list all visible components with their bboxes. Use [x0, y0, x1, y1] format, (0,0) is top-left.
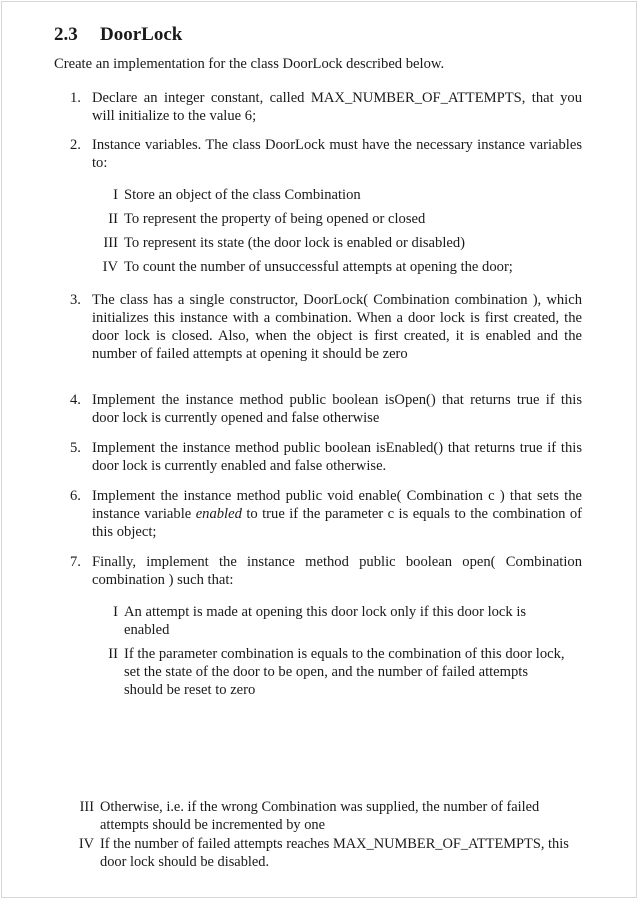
sub-item-text: An attempt is made at opening this door lock only if this door lock is enabled: [124, 604, 527, 638]
item-text: Implement the instance method public boolean isEnabled() that returns true if this door lock is currently enabled and false otherwise.: [92, 440, 582, 474]
item-text: The class has a single constructor, DoorLock( Combination combination ), which initializes this instance with a combination. When a door lock is first created, the door lock is closed. Also, when the object is first created, it is enabled and the number of failed attempts at opening it should be zero: [92, 292, 582, 362]
item-text: Instance variables. The class DoorLock must have the necessary instance variables to:: [92, 137, 582, 171]
roman-numeral: IV: [78, 836, 94, 852]
item-text: Finally, implement the instance method public boolean open( Combination combination ) such that:: [92, 554, 582, 588]
section-heading: [54, 24, 182, 46]
sub-item: [72, 798, 542, 834]
sub-item: [96, 258, 513, 276]
sub-item: [96, 210, 425, 228]
section-number: 2.3: [54, 24, 78, 45]
list-item: [70, 89, 582, 125]
roman-numeral: I: [113, 604, 118, 620]
list-item: [70, 553, 582, 589]
roman-numeral: III: [103, 235, 118, 251]
item-text: Implement the instance method public void enable( Combination c ) that sets the instance variable enabled to true if the parameter c is equals to the combination of this object;: [92, 488, 583, 540]
roman-numeral: II: [108, 646, 118, 662]
item-number: 5.: [70, 440, 81, 456]
item-number: 3.: [70, 292, 81, 308]
roman-numeral: I: [113, 187, 118, 203]
sub-item-text: Otherwise, i.e. if the wrong Combination was supplied, the number of failed attempts should be incremented by one: [100, 799, 540, 833]
emphasized-term: enabled: [195, 506, 242, 522]
item-number: 4.: [70, 392, 81, 408]
sub-item: [96, 186, 361, 204]
item-text: Declare an integer constant, called MAX_NUMBER_OF_ATTEMPTS, that you will initialize to the value 6;: [92, 90, 582, 124]
item-number: 2.: [70, 137, 81, 153]
sub-item-text: To count the number of unsuccessful attempts at opening the door;: [124, 259, 513, 275]
sub-item-text: To represent the property of being opened or closed: [124, 211, 426, 227]
item-number: 7.: [70, 554, 81, 570]
roman-numeral: IV: [102, 259, 118, 275]
list-item: [70, 291, 582, 363]
intro-paragraph: Create an implementation for the class DoorLock described below.: [54, 56, 445, 72]
roman-numeral: III: [79, 799, 94, 815]
sub-item: [72, 835, 584, 871]
item-number: 6.: [70, 488, 81, 504]
sub-item-text: If the number of failed attempts reaches MAX_NUMBER_OF_ATTEMPTS, this door lock should be disabled.: [100, 836, 569, 870]
section-title: DoorLock: [100, 24, 183, 45]
sub-item-text: To represent its state (the door lock is enabled or disabled): [124, 235, 466, 251]
item-text: Implement the instance method public boolean isOpen() that returns true if this door lock is currently opened and false otherwise: [92, 392, 582, 426]
sub-item: [96, 645, 570, 699]
item-number: 1.: [70, 90, 81, 106]
document-page: [1, 1, 637, 898]
sub-item-text: Store an object of the class Combination: [124, 187, 361, 203]
list-item: [70, 136, 582, 172]
sub-item-text: If the parameter combination is equals to the combination of this door lock, set the state of the door to be open, and the number of failed attempts should be reset to zero: [124, 646, 565, 698]
list-item: [70, 487, 582, 541]
sub-item: [96, 603, 570, 639]
list-item: [70, 439, 582, 475]
sub-item: [96, 234, 465, 252]
list-item: [70, 391, 582, 427]
roman-numeral: II: [108, 211, 118, 227]
